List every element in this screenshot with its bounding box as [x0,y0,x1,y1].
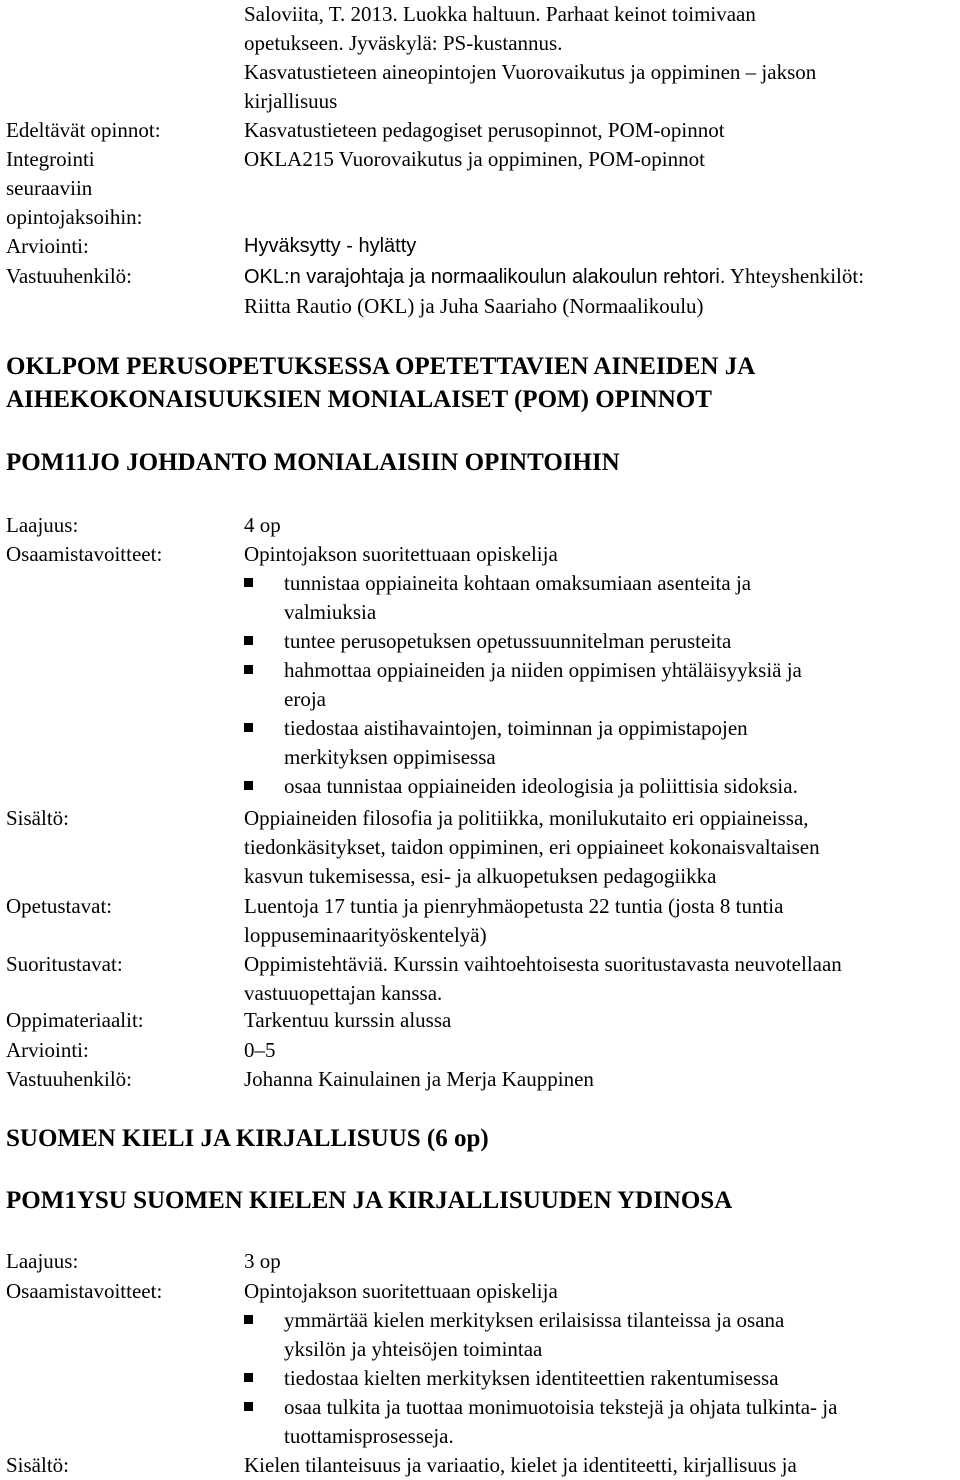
course-responsible-value: Johanna Kainulainen ja Merja Kauppinen [244,1067,594,1091]
scope-row [6,1247,952,1276]
reference-block [244,0,956,116]
scope-row [6,511,952,540]
assessment-value: Hyväksytty - hylätty [244,235,417,257]
reference-line: Saloviita, T. 2013. Luokka haltuun. Parhaat keinot toimivaan [244,2,756,26]
section-heading-pom: OKLPOM PERUSOPETUKSESSA OPETETTAVIEN AINEIDEN JA AIHEKOKONAISUUKSIEN MONIALAISET (POM) OPINNOT [6,353,756,413]
prerequisites-value: Kasvatustieteen pedagogiset perusopinnot, POM-opinnot [244,118,725,142]
list-item: hahmottaa oppiaineiden ja niiden oppimisen yhtäläisyyksiä ja eroja [244,656,952,714]
goals-intro: Opintojakson suoritettuaan opiskelija [244,1279,558,1303]
course-title-pom11jo: POM11JO JOHDANTO MONIALAISIIN OPINTOIHIN [6,449,620,476]
scope-label: Laajuus: [6,1249,79,1273]
methods-label: Opetustavat: [6,894,113,918]
reference-line: Kasvatustieteen aineopintojen Vuorovaikutus ja oppiminen – jakson [244,60,817,84]
goals-value [244,540,952,801]
materials-value: Tarkentuu kurssin alussa [244,1008,452,1032]
goals-label: Osaamistavoitteet: [6,1279,163,1303]
list-item: ymmärtää kielen merkityksen erilaisissa tilanteissa ja osana yksilön ja yhteisöjen toimintaa [244,1306,952,1364]
materials-row [6,1006,952,1035]
assessment-row [6,232,952,261]
reference-line: kirjallisuus [244,89,338,113]
completion-value: Oppimistehtäviä. Kurssin vaihtoehtoisesta suoritustavasta neuvotellaan vastuuopettajan kanssa. [244,952,842,1005]
integration-row [6,145,952,232]
materials-label: Oppimateriaalit: [6,1008,144,1032]
content-value: Oppiaineiden filosofia ja politiikka, monilukutaito eri oppiaineissa, tiedonkäsitykset, taidon oppiminen, eri oppiaineet kokonaisvaltaisen kasvun tukemisessa, esi- ja alkuopetuksen pedagogiikka [244,806,820,888]
grading-value: 0–5 [244,1038,276,1062]
section-heading-finnish: SUOMEN KIELI JA KIRJALLISUUS (6 op) [6,1125,489,1152]
goals-list [244,1306,952,1451]
course-title-pom1ysu: POM1YSU SUOMEN KIELEN JA KIRJALLISUUDEN YDINOSA [6,1187,733,1214]
grading-label: Arviointi: [6,1038,89,1062]
list-item: tiedostaa kielten merkityksen identiteettien rakentumisessa [244,1364,952,1393]
responsible-row [6,262,952,321]
integration-label: Integrointi seuraaviin opintojaksoihin: [6,147,143,229]
goals-list [244,569,952,801]
content-value: Kielen tilanteisuus ja variaatio, kielet ja identiteetti, kirjallisuus ja [244,1453,797,1477]
list-item: osaa tulkita ja tuottaa monimuotoisia tekstejä ja ohjata tulkinta- ja tuottamisprosesseja. [244,1393,952,1451]
assessment-label: Arviointi: [6,234,89,258]
content-label: Sisältö: [6,806,70,830]
scope-value: 3 op [244,1249,281,1273]
list-item: tiedostaa aistihavaintojen, toiminnan ja oppimistapojen merkityksen oppimisessa [244,714,952,772]
goals-value [244,1277,952,1451]
scope-value: 4 op [244,513,281,537]
completion-label: Suoritustavat: [6,952,123,976]
content-row [6,804,952,891]
prerequisites-row [6,116,952,145]
course-responsible-label: Vastuuhenkilö: [6,1067,132,1091]
integration-value: OKLA215 Vuorovaikutus ja oppiminen, POM-opinnot [244,147,705,171]
grading-row [6,1036,952,1065]
prerequisites-label: Edeltävät opinnot: [6,118,161,142]
goals-row [6,540,952,801]
goals-intro: Opintojakson suoritettuaan opiskelija [244,542,558,566]
completion-row [6,950,952,1008]
content-label: Sisältö: [6,1453,70,1477]
goals-label: Osaamistavoitteet: [6,542,163,566]
list-item: osaa tunnistaa oppiaineiden ideologisia ja poliittisia sidoksia. [244,772,952,801]
content-row [6,1451,952,1480]
scope-label: Laajuus: [6,513,79,537]
methods-row [6,892,952,950]
list-item: tuntee perusopetuksen opetussuunnitelman perusteita [244,627,952,656]
methods-value: Luentoja 17 tuntia ja pienryhmäopetusta 22 tuntia (josta 8 tuntia loppuseminaarityöskentelyä) [244,894,784,947]
responsible-label: Vastuuhenkilö: [6,264,132,288]
list-item: tunnistaa oppiaineita kohtaan omaksumiaan asenteita ja valmiuksia [244,569,952,627]
course-responsible-row [6,1065,952,1094]
goals-row [6,1277,952,1451]
reference-line: opetukseen. Jyväskylä: PS-kustannus. [244,31,563,55]
responsible-value: OKL:n varajohtaja ja normaalikoulun alakoulun rehtori. Yhteyshenkilöt: Riitta Rautio (OKL) ja Juha Saariaho (Normaalikoulu) [244,264,865,318]
